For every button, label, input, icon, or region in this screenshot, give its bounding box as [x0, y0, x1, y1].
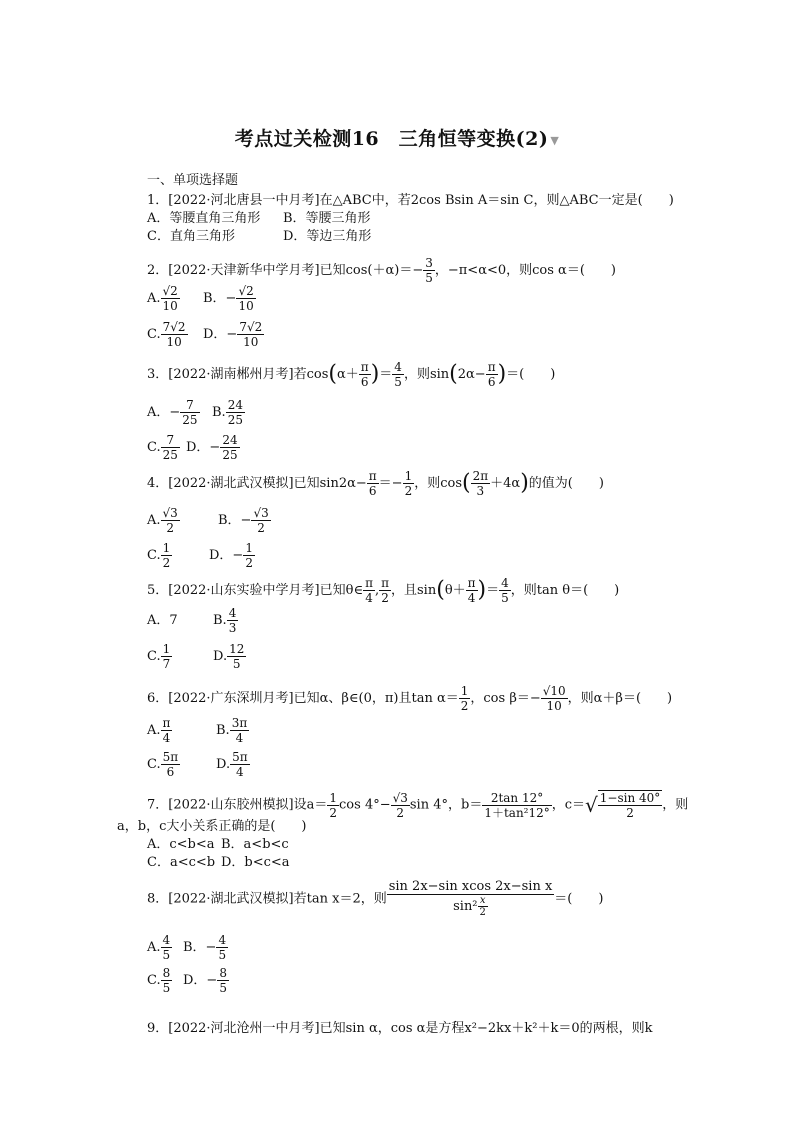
question-7-line-2: a，b，c大小关系正确的是( ) — [117, 819, 307, 834]
q8-option-b: B．− $\frac{4}{5}$ — [183, 933, 227, 962]
q5-option-d: D. $\frac{12}{5}$ — [213, 642, 245, 671]
q8-option-d: D．− $\frac{8}{5}$ — [183, 966, 227, 995]
q3-option-d: D．− $\frac{24}{25}$ — [186, 433, 238, 462]
q8-option-c: C. $\frac{8}{5}$ — [147, 966, 171, 995]
question-8-stem: 8．[2022·湖北武汉模拟]若tan x＝2，则 sin 2x−sin xcos 2x−sin x sin² $\frac{x}{2}$ ＝( ) — [147, 879, 604, 918]
section-heading: 一、单项选择题 — [147, 173, 239, 188]
q1-option-d: D．等边三角形 — [283, 229, 372, 244]
q1-option-c: C．直角三角形 — [147, 229, 235, 244]
q3-option-b: B. $\frac{24}{25}$ — [212, 398, 243, 427]
q4-option-d: D．− $\frac{1}{2}$ — [209, 541, 253, 570]
question-5-stem: 5．[2022·山东实验中学月考]已知θ∈ $\frac{\pi}{4}$ , $\frac{\pi}{2}$ ，且sin(θ＋ $\frac{\pi}{4}$ )＝ $\frac{4}{5}$ ，则tan θ＝( ) — [147, 576, 620, 605]
q6-option-a: A. $\frac{\pi}{4}$ — [147, 716, 171, 745]
q2-option-b: B．− $\frac{√2}{10}$ — [203, 284, 254, 313]
q4-option-a: A. $\frac{√3}{2}$ — [147, 506, 178, 535]
q7-option-c: C．a<c<b — [147, 855, 216, 870]
q5-option-c: C. $\frac{1}{7}$ — [147, 642, 171, 671]
q2-option-c: C. $\frac{7√2}{10}$ — [147, 320, 186, 349]
q4-option-b: B．− $\frac{√3}{2}$ — [218, 506, 269, 535]
q6-option-d: D. $\frac{5\pi}{4}$ — [216, 750, 248, 779]
q2-option-d: D．− $\frac{7√2}{10}$ — [203, 320, 263, 349]
q1-option-a: A．等腰直角三角形 — [147, 211, 261, 226]
q5-option-b: B. $\frac{4}{3}$ — [213, 606, 237, 635]
question-4-stem: 4．[2022·湖北武汉模拟]已知sin2α− $\frac{\pi}{6}$ ＝− $\frac{1}{2}$ ，则cos( $\frac{2\pi}{3}$ ＋4α)的值为( ) — [147, 469, 604, 498]
q3-option-c: C. $\frac{7}{25}$ — [147, 433, 178, 462]
q7-option-d: D．b<c<a — [221, 855, 290, 870]
question-7-stem: 7．[2022·山东胶州模拟]设a＝ $\frac{1}{2}$ cos 4°− $\frac{√3}{2}$ sin 4°，b＝ $\frac{2\tan 12^\circ}{\text{1＋tan²12°}}$ ，c＝√ $\frac{1-\sin 40^\circ}{2}$ ，则 — [147, 790, 689, 820]
dropdown-arrow-icon: ▼ — [550, 133, 560, 147]
q5-option-a: A．7 — [147, 613, 178, 628]
q2-option-a: A. $\frac{√2}{10}$ — [147, 284, 178, 313]
page-title: 考点过关检测16 三角恒等变换(2) ▼ — [234, 128, 560, 150]
question-6-stem: 6．[2022·广东深圳月考]已知α、β∈(0，π)且tan α＝ $\frac{1}{2}$ ，cos β＝− $\frac{√10}{10}$ ，则α＋β＝( ) — [147, 684, 673, 713]
q6-option-b: B. $\frac{3\pi}{4}$ — [216, 716, 248, 745]
q8-option-a: A. $\frac{4}{5}$ — [147, 933, 171, 962]
q3-option-a: A．− $\frac{7}{25}$ — [147, 398, 198, 427]
question-1-stem: 1．[2022·河北唐县一中月考]在△ABC中，若2cos Bsin A＝sin C，则△ABC一定是( ) — [147, 193, 674, 208]
question-3-stem: 3．[2022·湖南郴州月考]若cos(α＋ $\frac{\pi}{6}$ )＝ $\frac{4}{5}$ ，则sin(2α− $\frac{\pi}{6}$ )＝( ) — [147, 360, 556, 389]
q4-option-c: C. $\frac{1}{2}$ — [147, 541, 171, 570]
q7-option-b: B．a<b<c — [221, 837, 289, 852]
q7-option-a: A．c<b<a — [147, 837, 215, 852]
question-2-stem: 2．[2022·天津新华中学月考]已知cos(＋α)＝− $\frac{3}{5}$ ，−π<α<0，则cos α＝( ) — [147, 256, 616, 285]
question-9-stem: 9．[2022·河北沧州一中月考]已知sin α，cos α是方程x²−2kx＋k²＋k＝0的两根，则k — [147, 1021, 653, 1036]
q1-option-b: B．等腰三角形 — [283, 211, 371, 226]
q6-option-c: C. $\frac{5\pi}{6}$ — [147, 750, 179, 779]
